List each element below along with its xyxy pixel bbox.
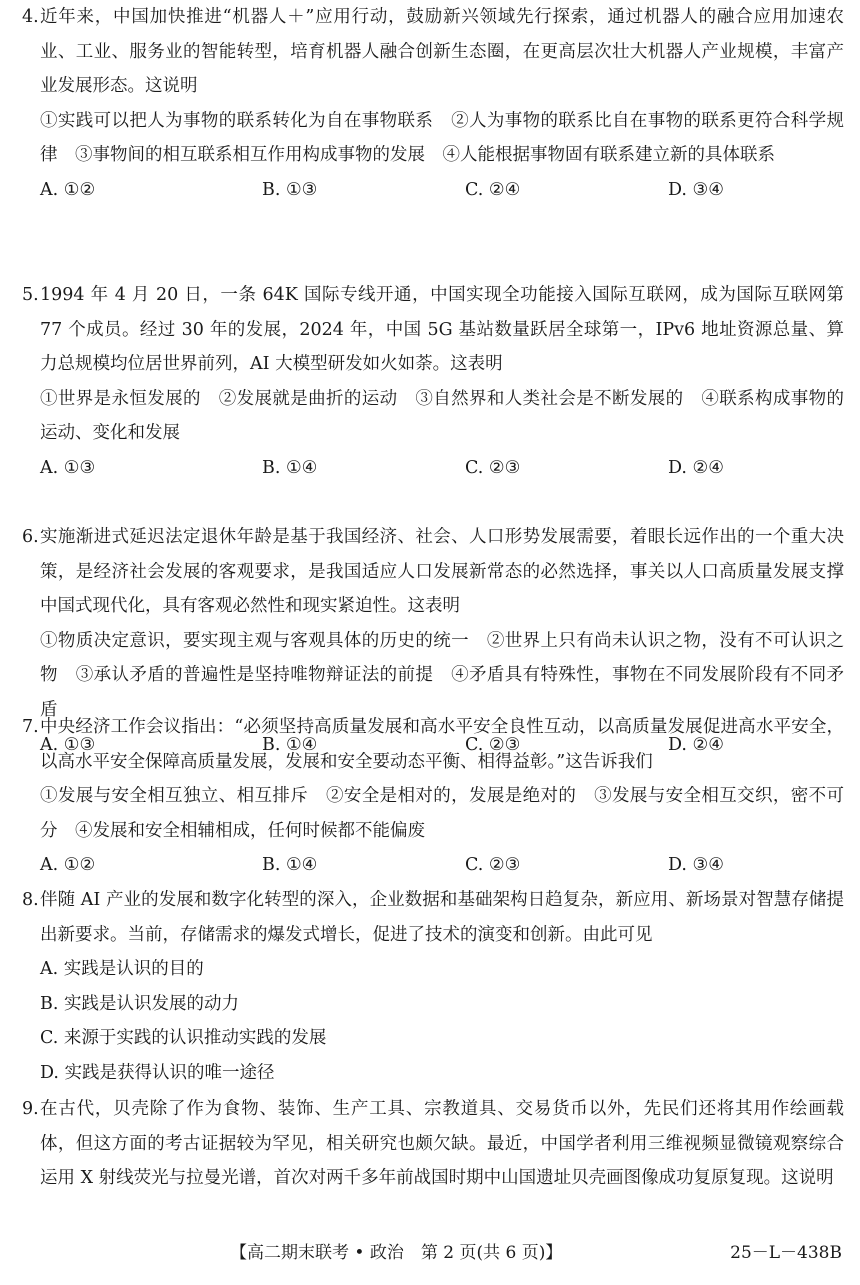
- option-c[interactable]: C. ②③: [465, 457, 521, 478]
- option-a[interactable]: A. ①②: [40, 179, 96, 200]
- option-a[interactable]: A. 实践是认识的目的: [40, 959, 204, 980]
- question-7: [22, 710, 844, 883]
- option-b[interactable]: B. 实践是认识发展的动力: [40, 993, 239, 1014]
- question-stem: 伴随 AI 产业的发展和数字化转型的深入，企业数据和基础架构日趋复杂，新应用、新场景对智慧存储提出新要求。当前，存储需求的爆发式增长，促进了技术的演变和创新。由此可见: [40, 890, 844, 945]
- option-d[interactable]: D. ③④: [668, 855, 724, 876]
- option-c[interactable]: C. 来源于实践的认识推动实践的发展: [40, 1028, 327, 1049]
- question-stem: 近年来，中国加快推进“机器人＋”应用行动，鼓励新兴领域先行探索，通过机器人的融合应用加速农业、工业、服务业的智能转型，培育机器人融合创新生态圈，在更高层次壮大机器人产业规模，丰富产业发展形态。这说明: [40, 7, 844, 97]
- option-a[interactable]: A. ①②: [40, 855, 96, 876]
- option-b[interactable]: B. ①④: [262, 457, 318, 478]
- options-row: [40, 173, 844, 208]
- question-number: 6.: [22, 527, 39, 547]
- question-8: [22, 883, 844, 1091]
- option-a[interactable]: A. ①③: [40, 734, 96, 755]
- question-number: 4.: [22, 7, 39, 27]
- option-b[interactable]: B. ①④: [262, 855, 318, 876]
- question-statements: ①世界是永恒发展的 ②发展就是曲折的运动 ③自然界和人类社会是不断发展的 ④联系构成事物的运动、变化和发展: [40, 388, 844, 444]
- question-stem: 1994 年 4 月 20 日，一条 64K 国际专线开通，中国实现全功能接入国际互联网，成为国际互联网第 77 个成员。经过 30 年的发展，2024 年，中国 5G 基站数量跃居全球第一，IPv6 地址资源总量、算力总规模均位居世界前列，AI 大模型研发如火如荼。这表明: [40, 285, 844, 375]
- option-d[interactable]: D. ②④: [668, 734, 724, 755]
- question-stem: 在古代，贝壳除了作为食物、装饰、生产工具、宗教道具、交易货币以外，先民们还将其用作绘画载体，但这方面的考古证据较为罕见，相关研究也颇欠缺。最近，中国学者利用三维视频显微镜观察综合运用 X 射线荧光与拉曼光谱，首次对两千多年前战国时期中山国遗址贝壳画图像成功复原复现。这说明: [40, 1099, 844, 1189]
- question-5: [22, 278, 844, 486]
- question-statements: ①物质决定意识，要实现主观与客观具体的历史的统一 ②世界上只有尚未认识之物，没有不可认识之物 ③承认矛盾的普遍性是坚持唯物辩证法的前提 ④矛盾具有特殊性，事物在不同发展阶段有不同矛盾: [40, 630, 844, 720]
- question-number: 8.: [22, 890, 39, 910]
- page-footer: [0, 1238, 860, 1268]
- question-number: 7.: [22, 717, 39, 737]
- option-c[interactable]: C. ②④: [465, 179, 521, 200]
- option-a[interactable]: A. ①③: [40, 457, 96, 478]
- option-d[interactable]: D. 实践是获得认识的唯一途径: [40, 1062, 275, 1083]
- footer-code: 25－L－438B: [730, 1243, 842, 1263]
- question-number: 9.: [22, 1099, 39, 1119]
- question-number: 5.: [22, 285, 39, 305]
- question-4: [22, 0, 844, 208]
- question-9: [22, 1092, 844, 1196]
- question-statements: ①发展与安全相互独立、相互排斥 ②安全是相对的，发展是绝对的 ③发展与安全相互交织，密不可分 ④发展和安全相辅相成，任何时候都不能偏废: [40, 786, 844, 841]
- option-c[interactable]: C. ②③: [465, 734, 521, 755]
- options-row: [40, 451, 844, 486]
- option-c[interactable]: C. ②③: [465, 855, 521, 876]
- question-statements: ①实践可以把人为事物的联系转化为自在事物联系 ②人为事物的联系比自在事物的联系更符合科学规律 ③事物间的相互联系相互作用构成事物的发展 ④人能根据事物固有联系建立新的具体联系: [40, 110, 844, 166]
- option-d[interactable]: D. ③④: [668, 179, 724, 200]
- option-d[interactable]: D. ②④: [668, 457, 724, 478]
- option-b[interactable]: B. ①④: [262, 734, 318, 755]
- options-row: [40, 848, 844, 883]
- option-b[interactable]: B. ①③: [262, 179, 318, 200]
- question-stem: 实施渐进式延迟法定退休年龄是基于我国经济、社会、人口形势发展需要，着眼长远作出的一个重大决策，是经济社会发展的客观要求，是我国适应人口发展新常态的必然选择，事关以人口高质量发展支撑中国式现代化，具有客观必然性和现实紧迫性。这表明: [40, 527, 844, 617]
- footer-title: 【高二期末联考 • 政治 第 2 页(共 6 页)】: [230, 1243, 563, 1263]
- question-stem: 中央经济工作会议指出：“必须坚持高质量发展和高水平安全良性互动，以高质量发展促进高水平安全，以高水平安全保障高质量发展，发展和安全要动态平衡、相得益彰。”这告诉我们: [40, 717, 844, 772]
